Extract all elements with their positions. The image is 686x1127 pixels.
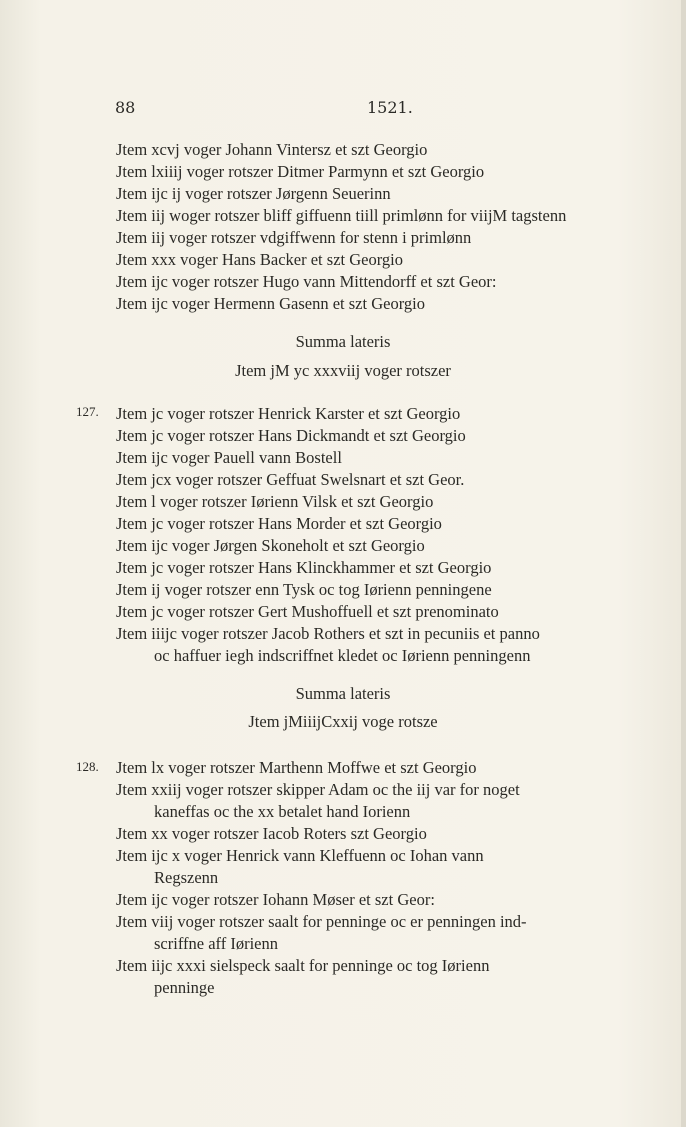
entry-line: Jtem xxiij voger rotszer skipper Adam oc the iij var for noget <box>116 780 520 799</box>
entry-line: Jtem jc voger rotszer Hans Morder et szt Georgio <box>116 514 442 533</box>
entry-line: Jtem l voger rotszer Iørienn Vilsk et szt Georgio <box>116 492 434 511</box>
entry-line: kaneffas oc the xx betalet hand Iorienn <box>154 802 411 821</box>
entry-line: Jtem jcx voger rotszer Geffuat Swelsnart et szt Geor. <box>116 470 465 489</box>
entry-line: Jtem iij woger rotszer bliff giffuenn tiill primlønn for viijM tagstenn <box>116 206 567 225</box>
entry-line: Jtem iijc xxxi sielspeck saalt for penninge oc tog Iørienn <box>116 956 490 975</box>
entry-line: Jtem iiijc voger rotszer Jacob Rothers et szt in pecuniis et panno <box>116 624 540 643</box>
entry-line: Jtem ijc x voger Henrick vann Kleffuenn oc Iohan vann <box>116 846 484 865</box>
entry-line: Jtem jc voger rotszer Hans Dickmandt et szt Georgio <box>116 426 466 445</box>
entry-line: Jtem ijc voger Jørgen Skoneholt et szt Georgio <box>116 536 425 555</box>
entry-line: penninge <box>154 978 215 997</box>
entry-line: scriffne aff Iørienn <box>154 934 278 953</box>
summa-total: Jtem jMiiijCxxij voge rotsze <box>248 712 438 731</box>
entry-line: Jtem ijc voger rotszer Hugo vann Mittendorff et szt Geor: <box>116 272 497 291</box>
entry-line: Jtem ij voger rotszer enn Tysk oc tog Iørienn penningene <box>116 580 492 599</box>
entry-line: Jtem iij voger rotszer vdgiffwenn for stenn i primlønn <box>116 228 472 247</box>
entry-number: 128. <box>76 759 99 774</box>
entry-line: Jtem jc voger rotszer Henrick Karster et szt Georgio <box>116 404 461 423</box>
page-number: 88 <box>115 98 136 117</box>
entry-line: Jtem xxx voger Hans Backer et szt Georgio <box>116 250 403 269</box>
page-edge <box>681 0 686 1127</box>
page-year: 1521. <box>367 98 413 117</box>
entry-line: oc haffuer iegh indscriffnet kledet oc Iørienn penningenn <box>154 646 531 665</box>
entry-line: Jtem ijc voger Hermenn Gasenn et szt Georgio <box>116 294 425 313</box>
entry-line: Regszenn <box>154 868 219 887</box>
entry-number: 127. <box>76 404 99 419</box>
entry-line: Jtem xx voger rotszer Iacob Roters szt Georgio <box>116 824 427 843</box>
entry-line: Jtem ijc voger rotszer Iohann Møser et szt Geor: <box>116 890 435 909</box>
entry-line: Jtem lxiiij voger rotszer Ditmer Parmynn et szt Georgio <box>116 162 485 181</box>
summa-heading: Summa lateris <box>295 684 391 703</box>
summa-heading: Summa lateris <box>295 332 391 351</box>
entry-line: Jtem jc voger rotszer Hans Klinckhammer et szt Georgio <box>116 558 492 577</box>
entry-line: Jtem viij voger rotszer saalt for penninge oc er penningen ind- <box>116 912 527 931</box>
entry-line: Jtem jc voger rotszer Gert Mushoffuell et szt prenominato <box>116 602 499 621</box>
entry-line: Jtem lx voger rotszer Marthenn Moffwe et szt Georgio <box>116 758 477 777</box>
entry-line: Jtem ijc ij voger rotszer Jørgenn Seuerinn <box>116 184 391 203</box>
entry-line: Jtem ijc voger Pauell vann Bostell <box>116 448 342 467</box>
entry-line: Jtem xcvj voger Johann Vintersz et szt Georgio <box>116 140 428 159</box>
summa-total: Jtem jM yc xxxviij voger rotszer <box>235 361 451 380</box>
